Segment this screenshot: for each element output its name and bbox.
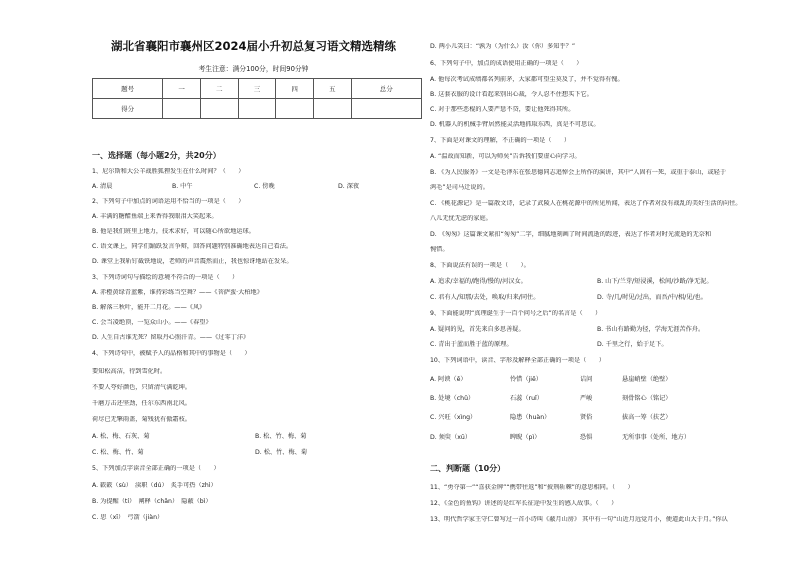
option-continuation: 八儿无忧无虑的家庭。 xyxy=(430,215,492,222)
option-part: 睥睨（pì） xyxy=(510,434,541,441)
option[interactable]: D. 课堂上我斩钉截铁地说，老师的声音震然而止，我也惊讶地站在发呆。 xyxy=(92,258,293,265)
question-12: 12、《金色的鱼钩》讲述的是红军长征途中发生的感人故事。（ ） xyxy=(430,500,618,507)
score-cell[interactable] xyxy=(313,99,351,119)
score-row-label: 得分 xyxy=(93,99,163,119)
option[interactable]: B. 山下/兰芽/短浸溪，松间/沙路/净无泥。 xyxy=(597,278,713,285)
option[interactable]: B. 解落三秋叶，能开二月花。——《风》 xyxy=(92,304,206,311)
option[interactable]: C. 松、梅、竹、菊 xyxy=(92,449,144,456)
score-table-score-row xyxy=(93,99,422,119)
score-table xyxy=(92,78,422,119)
question-7: 7、下面是对课文的理解，不正确的一项是（ ） xyxy=(430,137,571,144)
option-continuation: 鸿毛”是司马迁说的。 xyxy=(430,184,489,191)
question-3: 3、下列诗词句与描绘的意境不符合的一项是（ ） xyxy=(92,274,239,281)
option[interactable]: D. 千里之行，始于足下。 xyxy=(597,341,668,348)
option[interactable]: A. 丰满的糖醋鱼端上来香得我眼泪大笑起来。 xyxy=(92,213,218,220)
option-part: D. 须臾（xū） xyxy=(430,434,472,441)
option[interactable]: A. “温故而知新，可以为师矣”告诉我们要虚心向学习。 xyxy=(430,153,581,160)
option[interactable]: A. 追求/幸福的/跑得/慢的/河汉女。 xyxy=(430,278,527,285)
question-11: 11、“勇夺第一”“喜获金牌”“携带往返”和“披荆斩棘”的意思相同。（ ） xyxy=(430,484,634,491)
score-table-header-row xyxy=(93,79,422,99)
score-cell[interactable] xyxy=(163,99,201,119)
score-header-cell: 三 xyxy=(238,79,276,99)
question-6: 6、下列句子中，加点的成语使用正确的一项是（ ） xyxy=(430,60,583,67)
question-10-option-row[interactable] xyxy=(430,434,765,442)
option[interactable]: C. 语文课上，同学们踊跃发言争辩，回答问题特别准确地表达自己看法。 xyxy=(92,243,293,250)
option[interactable]: B. 松、竹、梅、菊 xyxy=(255,433,307,440)
option[interactable]: B. 中午 xyxy=(172,183,193,190)
option[interactable]: C. 君有人/知那/去处，唤取/归来/同住。 xyxy=(430,294,540,301)
option[interactable]: A. 疑问的见，首先来自多思善疑。 xyxy=(430,326,525,333)
option[interactable]: D. 松、竹、梅、菊 xyxy=(255,449,308,456)
question-4-options xyxy=(92,449,427,457)
score-header-cell: 五 xyxy=(313,79,351,99)
question-10-option-row[interactable] xyxy=(430,395,765,403)
score-cell[interactable] xyxy=(238,99,276,119)
option-part: 诘问 xyxy=(580,376,593,383)
option[interactable]: C. 会当凌绝顶，一览众山小。——《春望》 xyxy=(92,319,212,326)
option[interactable]: B. 这套衣服的设计看起来别出心裁，令人忍不住想买下它。 xyxy=(430,91,593,98)
section-heading-judgment: 二、判断题（10分） xyxy=(430,464,506,473)
score-cell[interactable] xyxy=(276,99,314,119)
option-part: 无所事事（处所、地方） xyxy=(622,434,691,441)
option[interactable]: B. 《为人民服务》一文是毛泽东在张思德同志追悼会上所作的演讲，其中“人固有一死，或重于泰山，或轻于 xyxy=(430,169,727,176)
score-header-cell: 四 xyxy=(276,79,314,99)
question-8-options xyxy=(430,294,765,302)
question-1-options xyxy=(92,183,427,191)
question-5: 5、下列加点字读音全部正确的一项是（ ） xyxy=(92,465,220,472)
option[interactable]: B. 为提醒（tí） 阐释（chǎn） 隐蔽（bì） xyxy=(92,498,212,505)
question-4: 4、下列诗句中，被赋予人的品格和其中的事物是（ ） xyxy=(92,350,251,357)
question-9: 9、下面能说明“真理诞生于一百个问号之后”的名言是（ ） xyxy=(430,310,602,317)
score-header-cell: 总分 xyxy=(351,79,421,99)
poem-line: 要知松高洁，待到雪化时。 xyxy=(92,368,167,375)
question-1: 1、尼尔斯和大公羊战胜狐狸发生在什么时间？（ ） xyxy=(92,168,245,175)
score-header-cell: 一 xyxy=(163,79,201,99)
option[interactable]: D. 寺/几/时见/过出，而吾/中/相/见/也。 xyxy=(597,294,707,301)
option[interactable]: C. 青出于蓝而胜于蓝的原理。 xyxy=(430,341,513,348)
question-9-options xyxy=(430,326,765,334)
option[interactable]: D. 《匆匆》这篇课文紧扣“匆匆”二字，细腻地刻画了时间流逝的踪迹，表达了作者对时光流逝的无奈和 xyxy=(430,231,712,238)
option[interactable]: D. 两小儿笑曰：“孰为（为什么）汝（你）多知乎？” xyxy=(430,43,576,50)
option-part: 隐患（huàn） xyxy=(510,414,551,421)
question-2: 2、下列句子中加点的词语运用不恰当的一项是（ ） xyxy=(92,198,245,205)
score-cell[interactable] xyxy=(351,99,421,119)
option[interactable]: D. 人生自古谁无死？留取丹心照汗青。——《过零丁洋》 xyxy=(92,334,250,341)
option[interactable]: A. 清晨 xyxy=(92,183,113,190)
option[interactable]: B. 他是我们班里上地力，技术求好，可以随心所欲地运球。 xyxy=(92,228,255,235)
question-8-options xyxy=(430,278,765,286)
option[interactable]: A. 他每次考试成绩都名列前茅，大家都可望尘莫及了，并不觉得有愧。 xyxy=(430,76,624,83)
score-cell[interactable] xyxy=(200,99,238,119)
poem-line: 荷尽已无擎雨盖，菊残犹有傲霜枝。 xyxy=(92,416,191,423)
option[interactable]: C. 思（xī） 弓箭（jiàn） xyxy=(92,514,164,521)
option[interactable]: C. 傍晚 xyxy=(254,183,275,190)
option-part: 恐惧 xyxy=(580,434,593,441)
question-13: 13、明代哲学家王守仁曾写过一首小诗叫《蔽月山房》 其中有一句“山近月远觉月小，便道此山大于月。”你认 xyxy=(430,516,728,523)
option[interactable]: C. 《桃花源记》是一篇散文诗，记录了武陵人在桃花源中的所见所闻，表达了作者对没有战乱的美好生活的向往。 xyxy=(430,200,742,207)
question-9-options xyxy=(430,341,765,349)
option-continuation: 惋惜。 xyxy=(430,246,449,253)
option-part: 拔高一筹（扶艺） xyxy=(622,414,672,421)
question-10-option-row[interactable] xyxy=(430,414,765,422)
option-part: 刻骨铭心（铭记） xyxy=(622,395,672,402)
option-part: 悬崖峭壁（绝壁） xyxy=(622,376,672,383)
section-heading-choice: 一、选择题（每小题2分，共20分） xyxy=(92,151,221,160)
option-part: A. 阿谀（ē） xyxy=(430,376,467,383)
question-8: 8、下面说法有误的一项是（ ）。 xyxy=(430,262,530,269)
option[interactable]: A. 赤橙黄绿青蓝紫，谁持彩练当空舞？——《菩萨蛮·大柏地》 xyxy=(92,289,263,296)
option-part: 怜惜（jiē） xyxy=(510,376,542,383)
question-4-options xyxy=(92,433,427,441)
page-title: 湖北省襄阳市襄州区2024届小升初总复习语文精选精练 xyxy=(110,39,396,53)
option[interactable]: D. 深夜 xyxy=(338,183,360,190)
option-part: 贤俗 xyxy=(580,414,593,421)
option-part: 严峻 xyxy=(580,395,593,402)
option-part: B. 处境（chǔ） xyxy=(430,395,475,402)
question-10: 10、下列词语中，读音、字形及解释全部正确的一项是（ ） xyxy=(430,357,605,364)
option[interactable]: D. 机器人的机械手臂居然能灵活地抓取东西，真是不可思议。 xyxy=(430,121,600,128)
option[interactable]: A. 簌簌（sù） 渎职（dú） 炙手可热（zhì） xyxy=(92,482,217,489)
exam-note: 考生注意：满分100分，时间90分钟 xyxy=(198,65,309,73)
option-part: 石蕊（ruǐ） xyxy=(510,395,543,402)
score-header-cell: 二 xyxy=(200,79,238,99)
question-10-option-row[interactable] xyxy=(430,376,765,384)
option[interactable]: C. 对于那些恶棍的人要严惩不贷，要让他死得其所。 xyxy=(430,106,575,113)
option[interactable]: B. 书山有路勤为径，学海无涯苦作舟。 xyxy=(597,326,705,333)
score-header-cell: 题号 xyxy=(93,79,163,99)
poem-line: 千磨万击还坚劲，任尔东西南北风。 xyxy=(92,400,191,407)
poem-line: 不要人夸好颜色，只留清气满乾坤。 xyxy=(92,384,191,391)
option[interactable]: A. 松、梅、石灰、菊 xyxy=(92,433,150,440)
option-part: C. 兴旺（xìng） xyxy=(430,414,477,421)
